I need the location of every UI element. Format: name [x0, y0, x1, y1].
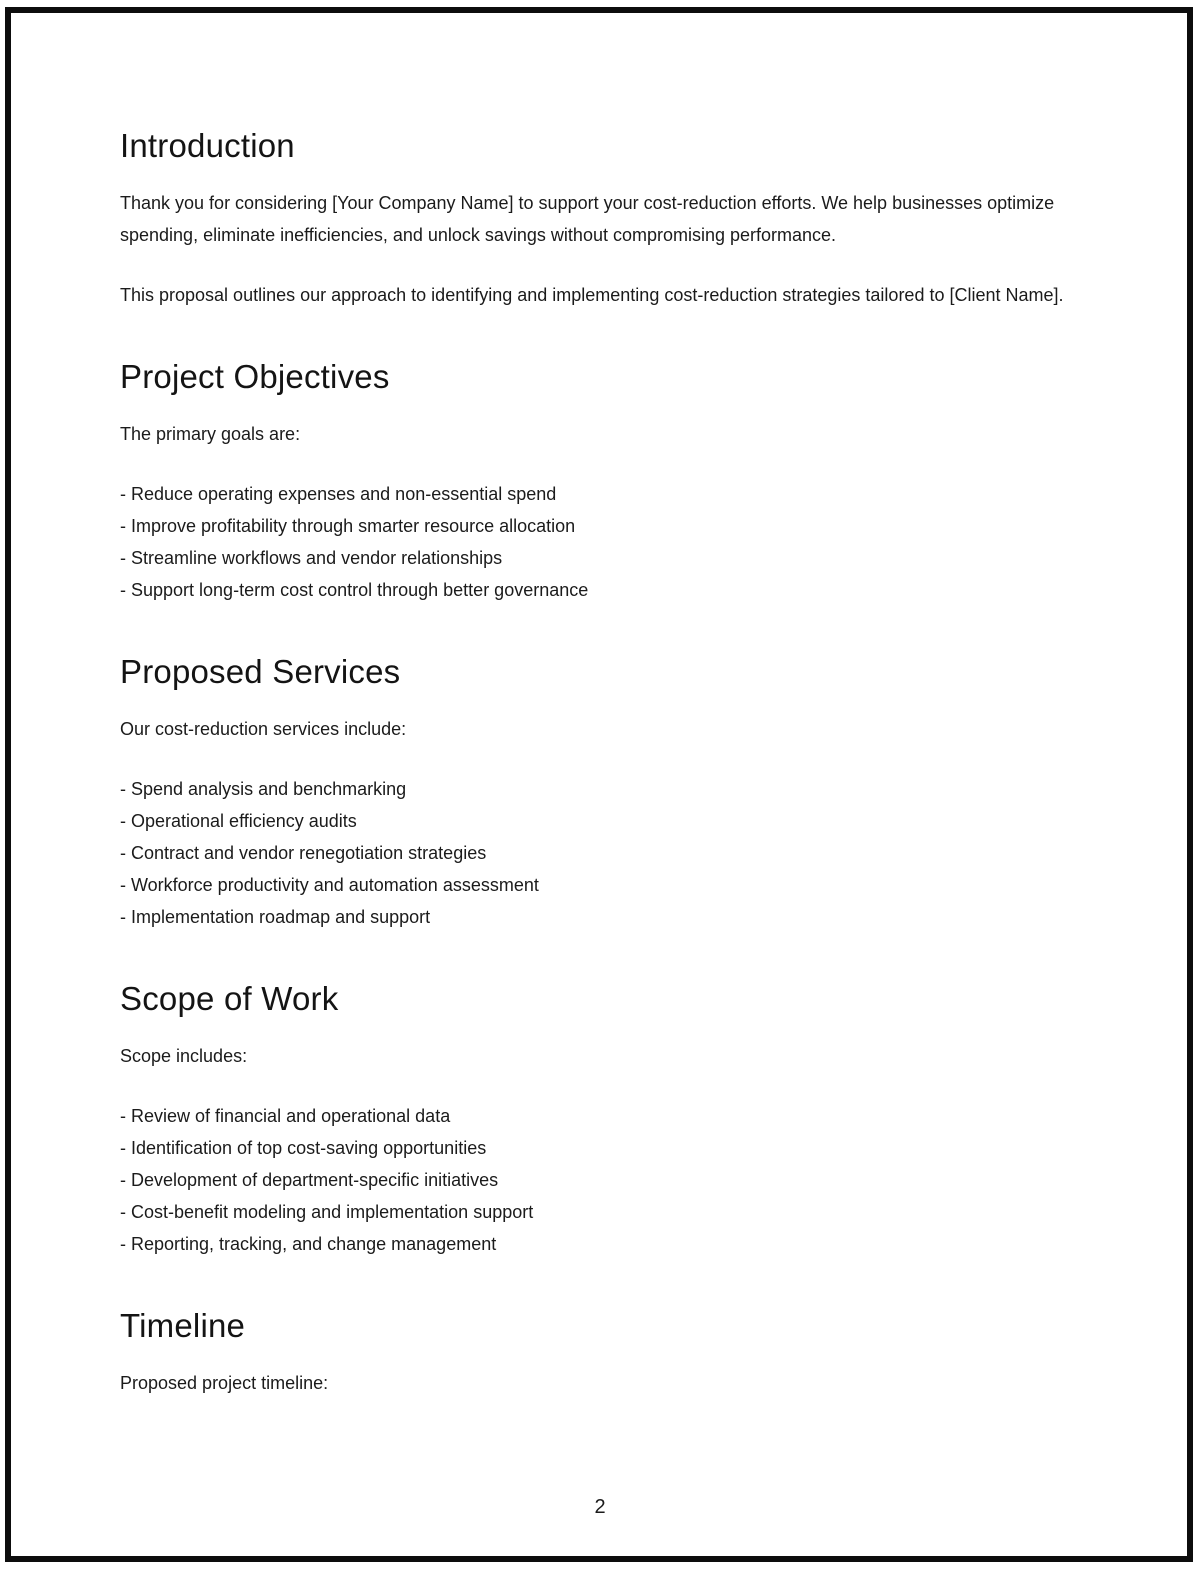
bullet-item: - Development of department-specific initiatives	[120, 1170, 499, 1190]
bullet-item: - Support long-term cost control through better governance	[120, 580, 589, 600]
bullet-item: - Improve profitability through smarter resource allocation	[120, 516, 576, 536]
bullet-item: - Identification of top cost-saving opportunities	[120, 1138, 487, 1158]
bullet-list	[120, 773, 1070, 933]
section-proposed-services	[120, 652, 1070, 933]
bullet-list	[120, 1100, 1070, 1260]
section-heading: Introduction	[120, 127, 295, 164]
bullet-item: - Review of financial and operational data	[120, 1106, 451, 1126]
section-heading: Project Objectives	[120, 358, 390, 395]
document-content	[120, 126, 1070, 1399]
bullet-item: - Contract and vendor renegotiation strategies	[120, 843, 487, 863]
bullet-item: - Operational efficiency audits	[120, 811, 357, 831]
section-project-objectives	[120, 357, 1070, 606]
bullet-item: - Spend analysis and benchmarking	[120, 779, 407, 799]
paragraph: Proposed project timeline:	[120, 1373, 329, 1393]
section-timeline	[120, 1306, 1070, 1399]
paragraph: This proposal outlines our approach to identifying and implementing cost-reduction strategies tailored to [Client Name].	[120, 285, 1064, 305]
bullet-item: - Implementation roadmap and support	[120, 907, 431, 927]
section-heading: Scope of Work	[120, 980, 339, 1017]
section-heading: Proposed Services	[120, 653, 401, 690]
section-heading: Timeline	[120, 1307, 246, 1344]
section-scope-of-work	[120, 979, 1070, 1260]
paragraph: The primary goals are:	[120, 424, 301, 444]
bullet-item: - Cost-benefit modeling and implementation support	[120, 1202, 534, 1222]
page-number: 2	[594, 1496, 606, 1518]
bullet-item: - Reporting, tracking, and change management	[120, 1234, 497, 1254]
paragraph: Our cost-reduction services include:	[120, 719, 407, 739]
section-introduction	[120, 126, 1070, 311]
bullet-item: - Reduce operating expenses and non-essential spend	[120, 484, 557, 504]
bullet-item: - Streamline workflows and vendor relationships	[120, 548, 503, 568]
paragraph: Thank you for considering [Your Company Name] to support your cost-reduction efforts. We help businesses optimize spending, eliminate inefficiencies, and unlock savings without compromising performance.	[120, 193, 1055, 245]
bullet-item: - Workforce productivity and automation assessment	[120, 875, 539, 895]
bullet-list	[120, 478, 1070, 606]
paragraph: Scope includes:	[120, 1046, 248, 1066]
